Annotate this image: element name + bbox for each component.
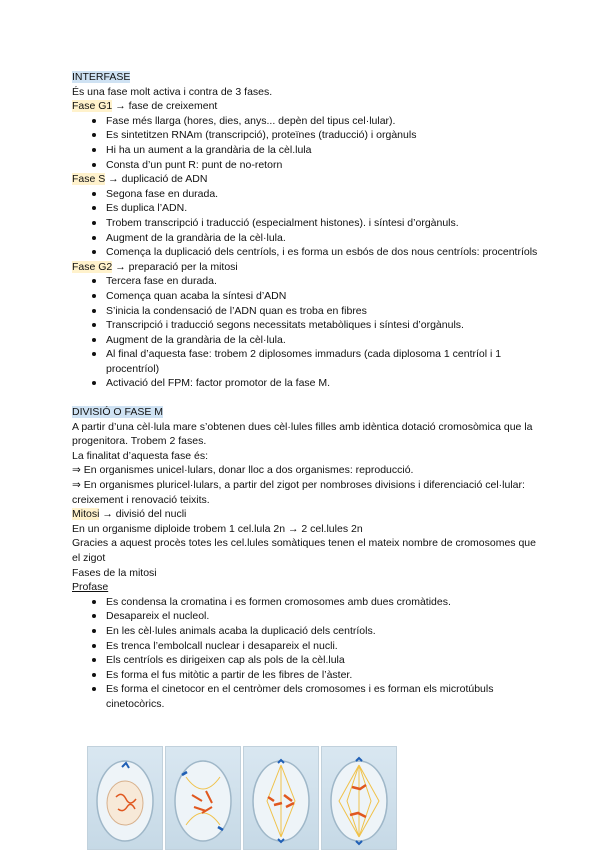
cell-drawing — [88, 747, 162, 849]
list-item: Desapareix el nucleol. — [106, 609, 542, 624]
list-item: Es duplica l’ADN. — [106, 201, 542, 216]
list-item: Es sintetitzen RNAm (transcripció), proteïnes (traducció) i orgànuls — [106, 128, 542, 143]
divisio-paragraph: En un organisme diploide trobem 1 cel.lula 2n → 2 cel.lules 2n — [72, 522, 363, 535]
mitosi-heading: Mitosi → divisió del nucli — [72, 508, 187, 521]
divisio-paragraph: ⇒ En organismes pluricel·lulars, a partir del zigot per nombroses divisions i diferenciació cel·lular: creixement i renovació teixits. — [72, 479, 525, 506]
list-item: Trobem transcripció i traducció (especialment histones). i síntesi d’orgànuls. — [106, 216, 542, 231]
anaphase-cell-panel — [321, 746, 397, 850]
list-item: Comença la duplicació dels centríols, i es forma un esbós de dos nous centríols: procentríols — [106, 245, 542, 260]
list-item: Augment de la grandària de la cèl·lula. — [106, 231, 542, 246]
fase-g2-heading: Fase G2 → preparació per la mitosi — [72, 260, 238, 273]
cell-drawing — [244, 747, 318, 849]
mitosis-illustration — [87, 746, 395, 848]
interfase-intro: És una fase molt activa i contra de 3 fases. — [72, 85, 273, 98]
fase-s-heading: Fase S → duplicació de ADN — [72, 173, 208, 186]
list-item: Fase més llarga (hores, dies, anys... depèn del tipus cel·lular). — [106, 114, 542, 129]
fase-s-list — [72, 187, 542, 260]
mitosi-label: Mitosi — [72, 508, 100, 521]
list-item: S’inicia la condensació de l’ADN quan es troba en fibres — [106, 304, 542, 319]
divisio-paragraph: ⇒ En organismes unicel·lulars, donar lloc a dos organismes: reproducció. — [72, 464, 414, 477]
divisio-paragraph: La finalitat d’aquesta fase és: — [72, 449, 209, 462]
interfase-heading: INTERFASE — [72, 71, 131, 83]
fase-g2-label: Fase G2 — [72, 260, 113, 273]
list-item: Es forma el cinetocor en el centròmer dels cromosomes i es forman els microtúbuls cinetocòrics. — [106, 682, 542, 711]
divisio-paragraph: A partir d’una cèl·lula mare s’obtenen dues cèl·lules filles amb idèntica dotació cromosòmica que la progenitora. Trobem 2 fases. — [72, 420, 533, 448]
list-item: Es forma el fus mitòtic a partir de les fibres de l’àster. — [106, 668, 542, 683]
list-item: Tercera fase en durada. — [106, 274, 542, 289]
prophase-cell-panel — [87, 746, 163, 850]
list-item: En les cèl·lules animals acaba la duplicació dels centríols. — [106, 624, 542, 639]
divisio-paragraph: Fases de la mitosi — [72, 566, 157, 579]
list-item: Es condensa la cromatina i es formen cromosomes amb dues cromàtides. — [106, 595, 542, 610]
fase-g1-label: Fase G1 — [72, 100, 113, 113]
divisio-paragraph: Gracies a aquest procès totes les cel.lules somàtiques tenen el mateix nombre de cromosomes que el zigot — [72, 537, 536, 564]
list-item: Hi ha un aument a la grandària de la cèl.lula — [106, 143, 542, 158]
fase-s-label: Fase S — [72, 173, 106, 186]
divisio-heading: DIVISIÓ O FASE M — [72, 406, 164, 419]
list-item: Al final d’aquesta fase: trobem 2 diplosomes immadurs (cada diplosoma 1 centríol i 1 procentríol) — [106, 347, 542, 376]
list-item: Comença quan acaba la síntesi d’ADN — [106, 289, 542, 304]
prometaphase-cell-panel — [165, 746, 241, 850]
document-body — [72, 70, 542, 712]
fase-g2-list — [72, 274, 542, 391]
cell-drawing — [166, 747, 240, 849]
fase-g1-heading: Fase G1 → fase de creixement — [72, 100, 218, 113]
list-item: Segona fase en durada. — [106, 187, 542, 202]
list-item: Es trenca l’embolcall nuclear i desapareix el nucli. — [106, 639, 542, 654]
list-item: Augment de la grandària de la cèl·lula. — [106, 333, 542, 348]
list-item: Els centríols es dirigeixen cap als pols de la cèl.lula — [106, 653, 542, 668]
profase-list — [72, 595, 542, 712]
cell-drawing — [322, 747, 396, 849]
metaphase-cell-panel — [243, 746, 319, 850]
list-item: Transcripció i traducció segons necessitats metabòliques i síntesi d’orgànuls. — [106, 318, 542, 333]
list-item: Consta d’un punt R: punt de no-retorn — [106, 158, 542, 173]
list-item: Activació del FPM: factor promotor de la fase M. — [106, 376, 542, 391]
profase-heading: Profase — [72, 581, 109, 594]
fase-g1-list — [72, 114, 542, 172]
